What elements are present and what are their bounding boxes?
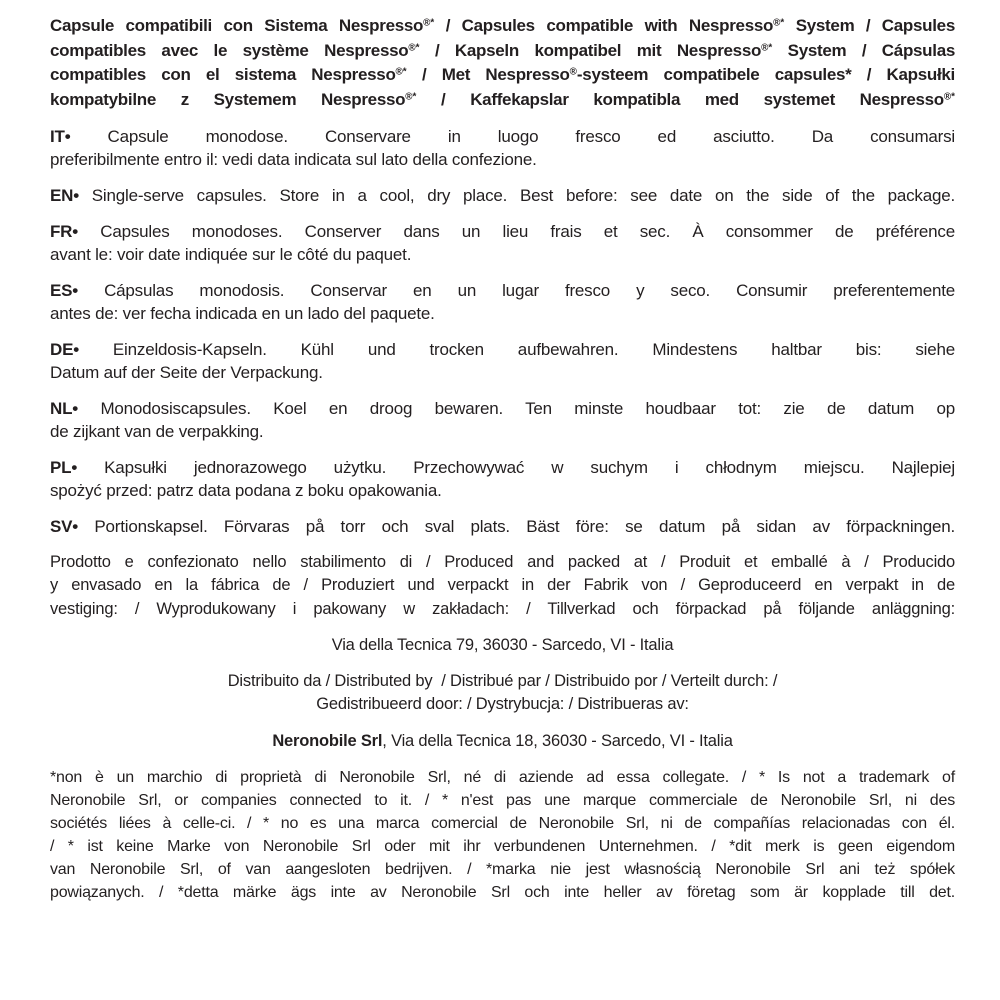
compatibility-header-line: compatibles avec le système Nespresso®* / Kapseln kompatibel mit Nespresso®* System / Cápsulas [50, 40, 955, 60]
disclaimer-line: / * ist keine Marke von Neronobile Srl oder mit ihr verbundenen Unternehmen. / *dit merk is geen eigendom [50, 838, 955, 856]
instruction-text: Kapsułki jednorazowego użytku. Przechowywać w suchym i chłodnym miejscu. Najlepiej [104, 458, 955, 477]
storage-instruction-en [50, 184, 955, 207]
instruction-line: spożyć przed: patrz data podana z boku opakowania. [50, 481, 442, 500]
instruction-text: Cápsulas monodosis. Conservar en un lugar fresco y seco. Consumir preferentemente [104, 281, 955, 300]
instruction-line [50, 456, 955, 479]
instruction-line: avant le: voir date indiquée sur le côté du paquet. [50, 245, 412, 264]
bullet-separator: • [73, 186, 79, 205]
storage-instruction-fr [50, 220, 955, 266]
disclaimer-line: powiązanych. / *detta märke ägs inte av Neronobile Srl och inte heller av företag som är kopplade till det. [50, 884, 955, 902]
distributor-line [50, 730, 955, 753]
instruction-line [50, 125, 955, 148]
bullet-separator: • [72, 222, 79, 241]
production-address [50, 634, 955, 657]
language-code: IT [50, 127, 65, 146]
distribution-line: Distribuito da / Distributed by / Distribué par / Distribuido por / Verteilt durch: / [227, 672, 778, 691]
bullet-separator: • [73, 340, 79, 359]
instruction-line [50, 338, 955, 361]
instruction-line [50, 184, 955, 207]
storage-instruction-it [50, 125, 955, 171]
language-code: DE [50, 340, 74, 359]
instruction-line: preferibilmente entro il: vedi data indicata sul lato della confezione. [50, 150, 537, 169]
instruction-text: Capsule monodose. Conservare in luogo fresco ed asciutto. Da consumarsi [107, 127, 955, 146]
production-line: Prodotto e confezionato nello stabilimento di / Produced and packed at / Produit et emballé à / Producido [50, 553, 955, 571]
production-line: vestiging: / Wyprodukowany i pakowany w zakładach: / Tillverkad och förpackad på följande anläggning: [50, 599, 955, 618]
storage-instruction-pl [50, 456, 955, 502]
disclaimer-line: sociétés liées à celle-ci. / * no es una marca comercial de Neronobile Srl, ni de compañías relacionadas con él. [50, 815, 955, 833]
instruction-line: antes de: ver fecha indicada en un lado del paquete. [50, 304, 435, 323]
instruction-line [50, 279, 955, 302]
bullet-separator: • [72, 281, 79, 300]
compatibility-header-line: Capsule compatibili con Sistema Nespresso®* / Capsules compatible with Nespresso®* System / Capsules [50, 16, 955, 35]
compatibility-header [50, 14, 955, 112]
storage-instruction-sv [50, 515, 955, 538]
instruction-line [50, 220, 955, 243]
language-code: FR [50, 222, 73, 241]
compatibility-header-line: kompatybilne z Systemem Nespresso®* / Kaffekapslar kompatibla med systemet Nespresso®* [50, 89, 955, 109]
trademark-disclaimer [50, 766, 955, 904]
storage-instruction-nl [50, 397, 955, 443]
distribution-statement [50, 670, 955, 717]
storage-instruction-es [50, 279, 955, 325]
language-code: PL [50, 458, 72, 477]
instruction-text: Einzeldosis-Kapseln. Kühl und trocken aufbewahren. Mindestens haltbar bis: siehe [112, 340, 955, 359]
instruction-line [50, 397, 955, 420]
compatibility-header-line: compatibles con el sistema Nespresso®* / Met Nespresso®-systeem compatibele capsules* / Kapsułki [50, 65, 955, 84]
disclaimer-line: *non è un marchio di proprietà di Neronobile Srl, né di aziende ad essa collegate. / * Is not a trademark of [50, 769, 955, 787]
bullet-separator: • [72, 399, 79, 418]
language-code: NL [50, 399, 73, 418]
instruction-text: Capsules monodoses. Conserver dans un lieu frais et sec. À consommer de préférence [100, 222, 955, 241]
distributor-address: , Via della Tecnica 18, 36030 - Sarcedo, VI - Italia [382, 731, 733, 750]
instruction-text: Single-serve capsules. Store in a cool, dry place. Best before: see date on the side of the package. [91, 186, 956, 205]
language-code: SV [50, 517, 73, 536]
instruction-line: de zijkant van de verpakking. [50, 422, 264, 441]
production-address-line: Via della Tecnica 79, 36030 - Sarcedo, VI - Italia [331, 635, 674, 654]
distributor-name: Neronobile Srl [272, 731, 383, 750]
disclaimer-line: Neronobile Srl, or companies connected to it. / * n'est pas une marque commerciale de Neronobile Srl, ni des [50, 792, 955, 810]
instruction-text: Portionskapsel. Förvaras på torr och sval plats. Bäst före: se datum på sidan av förpackningen. [94, 517, 955, 536]
bullet-separator: • [64, 127, 71, 146]
language-code: EN [50, 186, 74, 205]
instruction-line [50, 515, 955, 538]
disclaimer-line: van Neronobile Srl, of van aangesloten bedrijven. / *marka nie jest własnością Neronobile Srl ani też spółek [50, 861, 955, 879]
bullet-separator: • [71, 458, 78, 477]
language-code: ES [50, 281, 73, 300]
bullet-separator: • [72, 517, 79, 536]
storage-instruction-de [50, 338, 955, 384]
production-line: y envasado en la fábrica de / Produziert und verpackt in der Fabrik von / Geproduceerd en verpakt in de [50, 576, 955, 595]
instruction-text: Monodosiscapsules. Koel en droog bewaren. Ten minste houdbaar tot: zie de datum op [100, 399, 956, 418]
production-statement [50, 551, 955, 621]
distribution-line: Gedistribueerd door: / Dystrybucja: / Distribueras av: [316, 695, 689, 714]
instruction-line: Datum auf der Seite der Verpackung. [50, 363, 323, 382]
